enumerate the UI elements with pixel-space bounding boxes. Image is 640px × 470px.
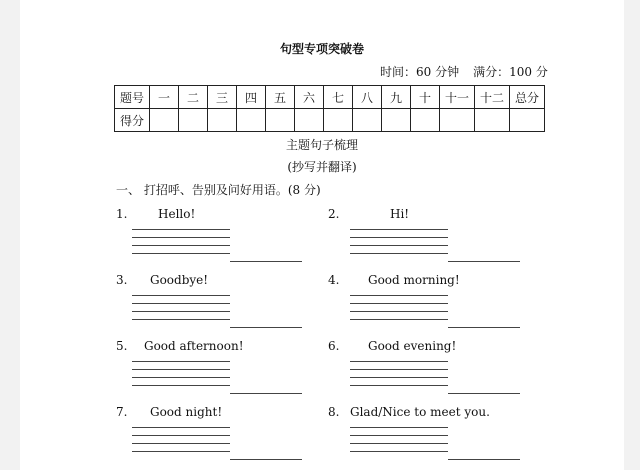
score-header-cell: 十 bbox=[411, 86, 440, 109]
question-number: 6. bbox=[328, 339, 340, 353]
question-number: 7. bbox=[116, 405, 128, 419]
score-table-header-row bbox=[115, 86, 545, 109]
score-table bbox=[114, 85, 545, 132]
copy-line[interactable] bbox=[350, 245, 448, 246]
score-header-cell: 三 bbox=[208, 86, 237, 109]
score-header-cell: 总分 bbox=[510, 86, 545, 109]
copy-line[interactable] bbox=[132, 295, 230, 296]
page-title: 句型专项突破卷 bbox=[279, 42, 364, 56]
score-cell[interactable] bbox=[324, 109, 353, 132]
question-number: 4. bbox=[328, 273, 340, 287]
score-cell[interactable] bbox=[475, 109, 510, 132]
copy-line[interactable] bbox=[350, 295, 448, 296]
question-number: 2. bbox=[328, 207, 340, 221]
copy-line[interactable] bbox=[132, 385, 230, 386]
copy-line[interactable] bbox=[132, 237, 230, 238]
score-header-cell: 一 bbox=[150, 86, 179, 109]
copy-line[interactable] bbox=[132, 435, 230, 436]
question-sentence: Glad/Nice to meet you. bbox=[350, 405, 490, 419]
score-cell[interactable] bbox=[237, 109, 266, 132]
question-sentence: Good morning! bbox=[368, 273, 460, 287]
score-cell[interactable] bbox=[208, 109, 237, 132]
copy-line[interactable] bbox=[132, 245, 230, 246]
question-sentence: Goodbye! bbox=[150, 273, 209, 287]
score-cell[interactable] bbox=[353, 109, 382, 132]
copy-line[interactable] bbox=[350, 385, 448, 386]
score-cell[interactable] bbox=[179, 109, 208, 132]
section-heading: 主题句子梳理 bbox=[285, 138, 358, 152]
copy-line[interactable] bbox=[132, 369, 230, 370]
score-header-cell: 十一 bbox=[440, 86, 475, 109]
translation-line[interactable] bbox=[230, 261, 302, 262]
copy-line[interactable] bbox=[132, 229, 230, 230]
score-header-cell: 七 bbox=[324, 86, 353, 109]
score-header-cell: 六 bbox=[295, 86, 324, 109]
score-cell[interactable] bbox=[440, 109, 475, 132]
copy-line[interactable] bbox=[350, 319, 448, 320]
question-sentence: Good night! bbox=[150, 405, 223, 419]
section-instruction: (抄写并翻译) bbox=[287, 160, 357, 174]
copy-line[interactable] bbox=[132, 319, 230, 320]
copy-line[interactable] bbox=[350, 361, 448, 362]
question-number: 3. bbox=[116, 273, 128, 287]
copy-line[interactable] bbox=[132, 377, 230, 378]
translation-line[interactable] bbox=[230, 393, 302, 394]
score-row-label: 得分 bbox=[115, 109, 150, 132]
translation-line[interactable] bbox=[448, 327, 520, 328]
copy-line[interactable] bbox=[350, 435, 448, 436]
copy-line[interactable] bbox=[350, 303, 448, 304]
score-header-cell: 四 bbox=[237, 86, 266, 109]
copy-line[interactable] bbox=[350, 427, 448, 428]
copy-line[interactable] bbox=[132, 451, 230, 452]
score-header-cell: 十二 bbox=[475, 86, 510, 109]
translation-line[interactable] bbox=[448, 261, 520, 262]
score-cell[interactable] bbox=[510, 109, 545, 132]
copy-line[interactable] bbox=[350, 237, 448, 238]
copy-line[interactable] bbox=[132, 443, 230, 444]
question-number: 1. bbox=[116, 207, 128, 221]
question-sentence: Hello! bbox=[158, 207, 196, 221]
copy-line[interactable] bbox=[350, 369, 448, 370]
score-header-cell: 八 bbox=[353, 86, 382, 109]
copy-line[interactable] bbox=[350, 311, 448, 312]
score-cell[interactable] bbox=[150, 109, 179, 132]
translation-line[interactable] bbox=[448, 459, 520, 460]
question-sentence: Good evening! bbox=[368, 339, 457, 353]
full-score: 满分：100 分 bbox=[473, 65, 548, 79]
copy-line[interactable] bbox=[132, 303, 230, 304]
score-header-cell: 五 bbox=[266, 86, 295, 109]
copy-line[interactable] bbox=[350, 377, 448, 378]
score-header-cell: 二 bbox=[179, 86, 208, 109]
worksheet-page bbox=[20, 0, 624, 470]
copy-line[interactable] bbox=[132, 427, 230, 428]
copy-line[interactable] bbox=[132, 361, 230, 362]
score-cell[interactable] bbox=[411, 109, 440, 132]
question-number: 8. bbox=[328, 405, 340, 419]
question-number: 5. bbox=[116, 339, 128, 353]
score-header-cell: 题号 bbox=[115, 86, 150, 109]
translation-line[interactable] bbox=[448, 393, 520, 394]
score-table-score-row bbox=[115, 109, 545, 132]
copy-line[interactable] bbox=[350, 451, 448, 452]
question-sentence: Good afternoon! bbox=[144, 339, 244, 353]
copy-line[interactable] bbox=[132, 253, 230, 254]
score-header-cell: 九 bbox=[382, 86, 411, 109]
exam-meta bbox=[380, 63, 562, 80]
copy-line[interactable] bbox=[350, 443, 448, 444]
score-cell[interactable] bbox=[382, 109, 411, 132]
copy-line[interactable] bbox=[350, 253, 448, 254]
copy-line[interactable] bbox=[132, 311, 230, 312]
translation-line[interactable] bbox=[230, 459, 302, 460]
copy-line[interactable] bbox=[350, 229, 448, 230]
score-cell[interactable] bbox=[266, 109, 295, 132]
time-limit: 时间：60 分钟 bbox=[380, 65, 460, 79]
question-group-heading: 一、 打招呼、告别及问好用语。(8 分) bbox=[116, 183, 321, 197]
score-cell[interactable] bbox=[295, 109, 324, 132]
translation-line[interactable] bbox=[230, 327, 302, 328]
question-sentence: Hi! bbox=[390, 207, 410, 221]
